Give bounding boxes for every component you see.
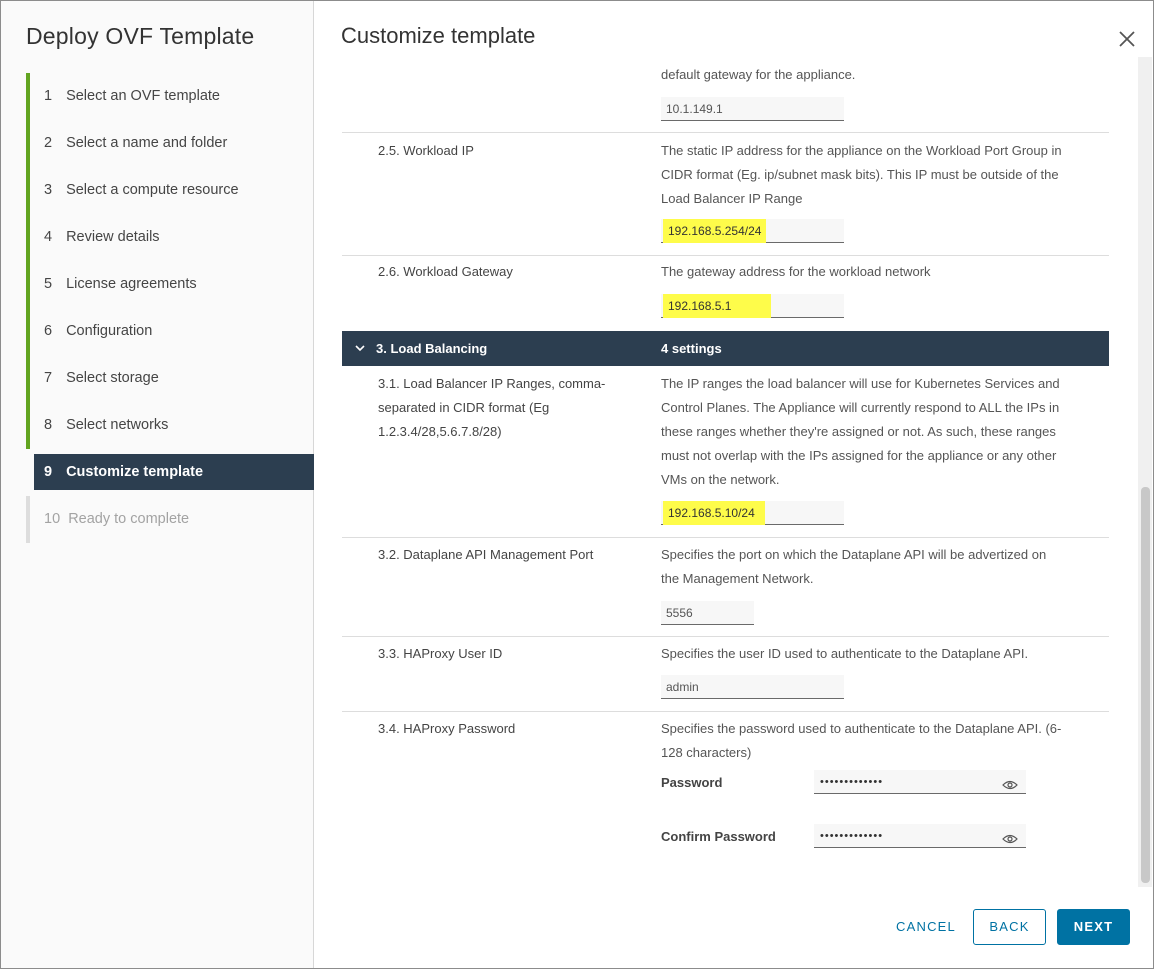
step-ready-to-complete: 10 Ready to complete — [26, 496, 314, 543]
wizard-steps — [26, 73, 314, 543]
step-select-storage[interactable]: 7 Select storage — [26, 355, 314, 402]
workload-ip-input[interactable]: 192.168.5.254/24 — [661, 219, 844, 243]
section-title: 3. Load Balancing — [376, 341, 488, 356]
step-select-networks[interactable]: 8 Select networks — [26, 402, 314, 449]
step-select-ovf-template[interactable]: 1 Select an OVF template — [26, 73, 314, 120]
settings-row-lb-ranges — [342, 366, 1109, 538]
password-label: Password — [661, 775, 723, 790]
setting-description: Specifies the user ID used to authenticate to the Dataplane API. — [661, 646, 1029, 661]
setting-description: Specifies the password used to authenticate to the Dataplane API. (6- 128 characters) — [661, 721, 1062, 760]
lb-ip-ranges-input[interactable]: 192.168.5.10/24 — [661, 501, 844, 525]
template-settings-list[interactable] — [342, 57, 1109, 887]
wizard-sidebar — [1, 1, 314, 968]
workload-gateway-input[interactable]: 192.168.5.1 — [661, 294, 844, 318]
scrollbar-thumb[interactable] — [1141, 487, 1150, 883]
step-configuration[interactable]: 6 Configuration — [26, 308, 314, 355]
eye-icon[interactable] — [1002, 830, 1018, 842]
setting-label: 2.6. Workload Gateway — [378, 264, 513, 279]
step-customize-template[interactable]: 9 Customize template — [34, 454, 314, 490]
confirm-password-label: Confirm Password — [661, 829, 776, 844]
setting-description: The gateway address for the workload network — [661, 264, 931, 279]
settings-row-dataplane-port — [342, 538, 1109, 637]
settings-row-workload-ip — [342, 133, 1109, 256]
setting-description: The static IP address for the appliance on the Workload Port Group in CIDR format (Eg. ip/subnet mask bits). This IP must be outside of the Load Balancer IP Range — [661, 143, 1062, 206]
setting-description: default gateway for the appliance. — [661, 67, 856, 82]
setting-label: 3.2. Dataplane API Management Port — [378, 547, 594, 562]
step-select-compute-resource[interactable]: 3 Select a compute resource — [26, 167, 314, 214]
settings-row-workload-gateway — [342, 256, 1109, 331]
back-button[interactable]: BACK — [973, 909, 1046, 945]
step-license-agreements[interactable]: 5 License agreements — [26, 261, 314, 308]
settings-row-partial — [342, 57, 1109, 133]
section-load-balancing[interactable] — [342, 331, 1109, 366]
step-review-details[interactable]: 4 Review details — [26, 214, 314, 261]
setting-label: 3.3. HAProxy User ID — [378, 646, 503, 661]
management-gateway-input[interactable]: 10.1.149.1 — [661, 97, 844, 121]
settings-row-haproxy-password — [342, 712, 1109, 887]
confirm-password-input[interactable]: ••••••••••••• — [814, 824, 1026, 848]
step-select-name-folder[interactable]: 2 Select a name and folder — [26, 120, 314, 167]
cancel-button[interactable]: CANCEL — [886, 909, 966, 945]
settings-row-haproxy-user — [342, 637, 1109, 712]
setting-description: The IP ranges the load balancer will use for Kubernetes Services and Control Planes. The Appliance will currently respond to ALL the IPs in these ranges whether they're assigned or not. As such, these ranges must not overlap with the IPs assigned for the appliance or any other VMs on the network. — [661, 376, 1060, 487]
close-icon[interactable] — [1113, 25, 1141, 53]
setting-label: 3.1. Load Balancer IP Ranges, comma- separated in CIDR format (Eg 1.2.3.4/28,5.6.7.8/28) — [378, 376, 606, 439]
page-title: Customize template — [341, 23, 536, 48]
section-count: 4 settings — [661, 341, 722, 356]
password-input[interactable]: ••••••••••••• — [814, 770, 1026, 794]
dataplane-port-input[interactable]: 5556 — [661, 601, 754, 625]
eye-icon[interactable] — [1002, 776, 1018, 788]
setting-description: Specifies the port on which the Dataplane API will be advertized on the Management Network. — [661, 547, 1047, 586]
setting-label: 2.5. Workload IP — [378, 143, 474, 158]
haproxy-user-input[interactable]: admin — [661, 675, 844, 699]
next-button[interactable]: NEXT — [1057, 909, 1130, 945]
wizard-title: Deploy OVF Template — [26, 23, 255, 49]
setting-label: 3.4. HAProxy Password — [378, 721, 516, 736]
